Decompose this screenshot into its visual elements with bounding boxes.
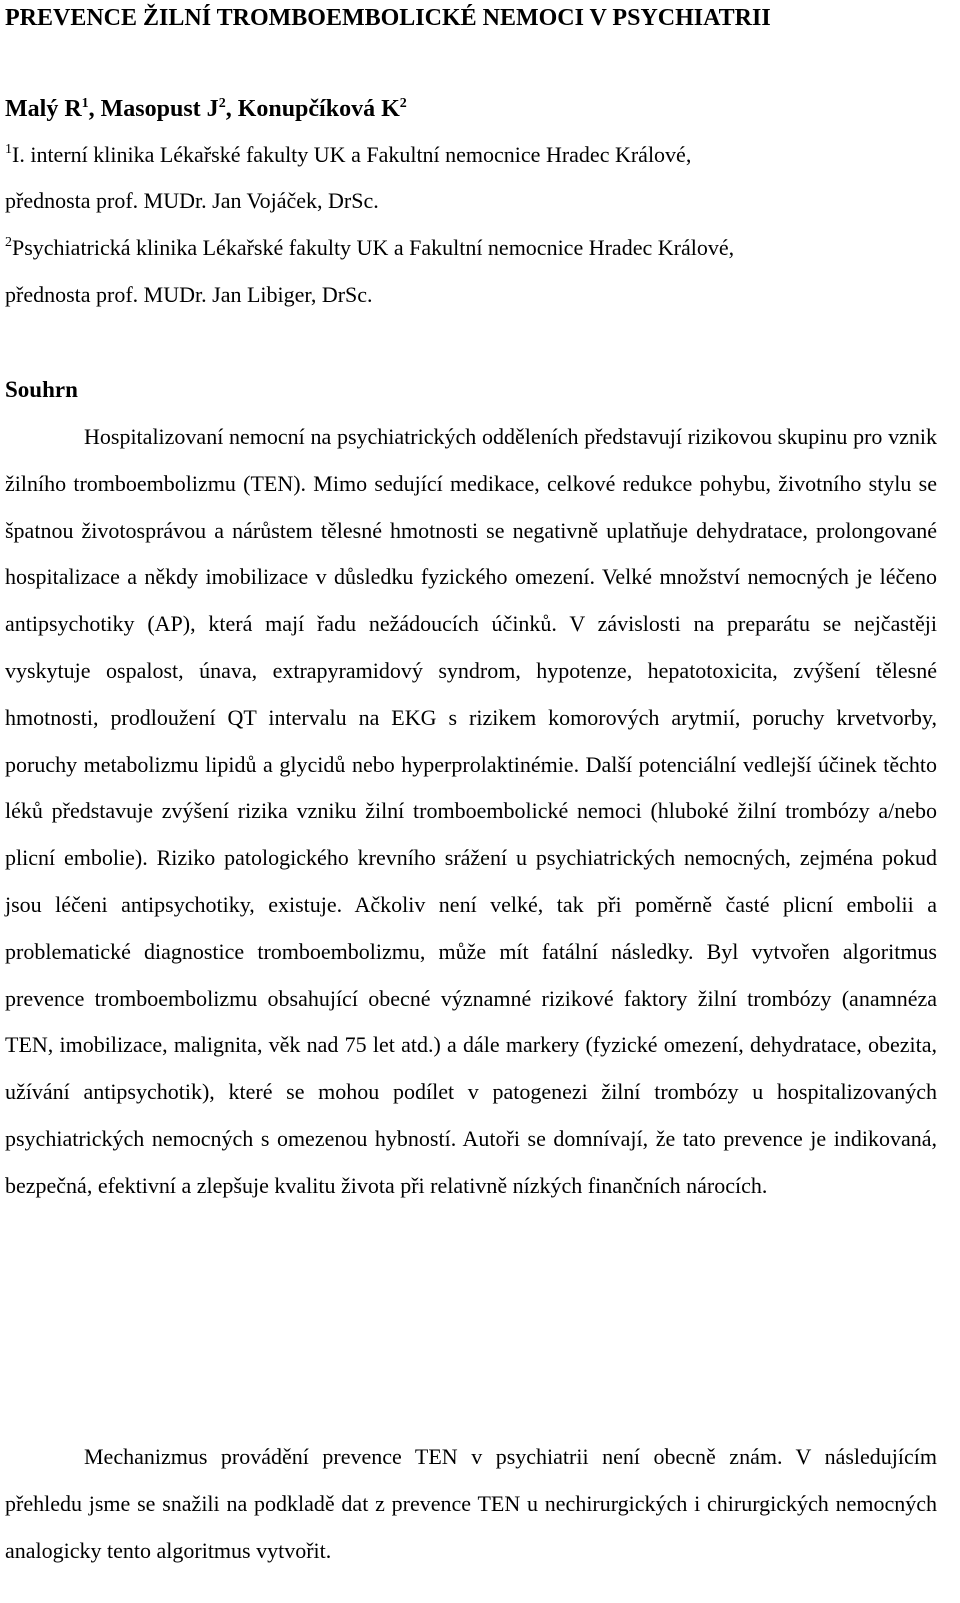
author-separator: , <box>88 96 101 122</box>
author-name: Konupčíková K <box>237 96 400 122</box>
abstract-paragraph: Hospitalizovaní nemocní na psychiatrických odděleních představují rizikovou skupinu pro vznik žilního tromboembolizmu (TEN). Mimo sedující medikace, celkové redukce pohybu, životního stylu se špatnou životosprávou a nárůstem tělesné hmotnosti se negativně uplatňuje dehydratace, prolongované hospitalizace a někdy imobilizace v důsledku fyzického omezení. Velké množství nemocných je léčeno antipsychotiky (AP), která mají řadu nežádoucích účinků. V závislosti na preparátu se nejčastěji vyskytuje ospalost, únava, extrapyramidový syndrom, hypotenze, hepatotoxicita, zvýšení tělesné hmotnosti, prodloužení QT intervalu na EKG s rizikem komorových arytmií, poruchy krvetvorby, poruchy metabolizmu lipidů a glycidů nebo hyperprolaktinémie. Další potenciální vedlejší účinek těchto léků představuje zvýšení rizika vzniku žilní tromboembolické nemoci (hluboké žilní trombózy a/nebo plicní embolie). Riziko patologického krevního srážení u psychiatrických nemocných, zejména pokud jsou léčeni antipsychotiky, existuje. Ačkoliv není velké, tak při poměrně časté plicní embolii a problematické diagnostice tromboembolizmu, může mít fatální následky. Byl vytvořen algoritmus prevence tromboembolizmu obsahující obecné významné rizikové faktory žilní trombózy (anamnéza TEN, imobilizace, malignita, věk nad 75 let atd.) a dále markery (fyzické omezení, dehydratace, obezita, užívání antipsychotik), které se mohou podílet v patogenezi žilní trombózy u hospitalizovaných psychiatrických nemocných s omezenou hybností. Autoři se domnívají, že tato prevence je indikovaná, bezpečná, efektivní a zlepšuje kvalitu života při relativně nízkých finančních nárocích. <box>5 424 937 1198</box>
author-separator: , <box>225 96 238 122</box>
author-affiliation-mark: 1 <box>81 96 89 111</box>
abstract-heading: Souhrn <box>5 377 78 402</box>
affiliation-2-line-2: přednosta prof. MUDr. Jan Libiger, DrSc. <box>5 282 373 307</box>
affiliation-text: Psychiatrická klinika Lékařské fakulty UK a Fakultní nemocnice Hradec Králové, <box>12 235 735 260</box>
author-name: Masopust J <box>100 96 219 122</box>
affiliation-text: I. interní klinika Lékařské fakulty UK a Fakultní nemocnice Hradec Králové, <box>12 142 692 167</box>
affiliation-1-line-2: přednosta prof. MUDr. Jan Vojáček, DrSc. <box>5 188 379 213</box>
affiliation-2-line-1 <box>5 235 734 261</box>
author-affiliation-mark: 2 <box>399 96 407 111</box>
body-paragraph: Mechanizmus provádění prevence TEN v psychiatrii není obecně znám. V následujícím přehledu jsme se snažili na podkladě dat z prevence TEN u nechirurgických i chirurgických nemocných analogicky tento algoritmus vytvořit. <box>5 1444 937 1563</box>
affiliation-mark: 1 <box>5 142 12 157</box>
author-name: Malý R <box>5 96 82 122</box>
author-affiliation-mark: 2 <box>218 96 226 111</box>
document-title: PREVENCE ŽILNÍ TROMBOEMBOLICKÉ NEMOCI V PSYCHIATRII <box>5 5 771 31</box>
affiliation-1-line-1 <box>5 142 691 168</box>
affiliation-mark: 2 <box>5 235 12 250</box>
author-list <box>5 95 407 123</box>
